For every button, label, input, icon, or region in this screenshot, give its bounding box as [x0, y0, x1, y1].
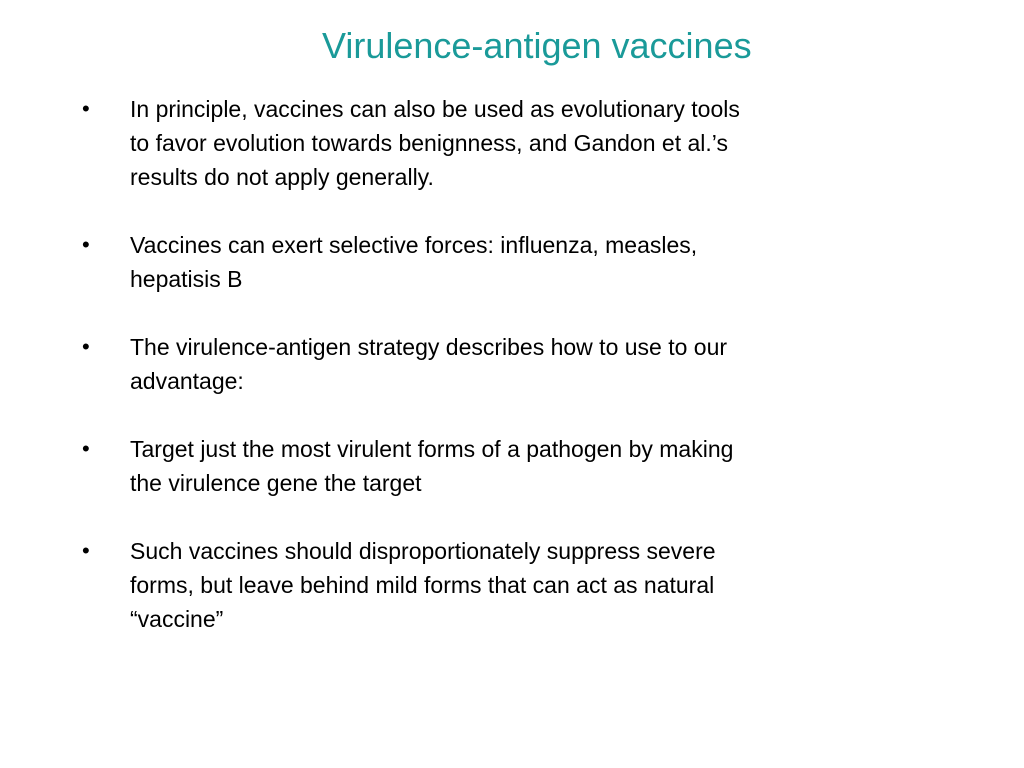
bullet-marker-icon: •	[82, 538, 90, 563]
bullet-text-line: the virulence gene the target	[130, 470, 422, 496]
bullet-item	[0, 330, 1024, 398]
bullet-text-line: In principle, vaccines can also be used as evolutionary tools	[130, 96, 740, 122]
bullet-marker-icon: •	[82, 232, 90, 257]
bullet-text-line: results do not apply generally.	[130, 164, 434, 190]
bullet-marker-icon: •	[82, 436, 90, 461]
bullet-text-line: hepatisis B	[130, 266, 243, 292]
bullet-item	[0, 92, 1024, 194]
bullet-text	[130, 534, 890, 636]
slide-title: Virulence-antigen vaccines	[322, 25, 752, 66]
bullet-text	[130, 330, 890, 398]
bullet-marker-icon: •	[82, 96, 90, 121]
bullet-text-line: Target just the most virulent forms of a pathogen by making	[130, 436, 734, 462]
bullet-text-line: “vaccine”	[130, 606, 224, 632]
bullet-item	[0, 534, 1024, 636]
bullet-item	[0, 432, 1024, 500]
bullet-text	[130, 432, 890, 500]
bullet-text-line: to favor evolution towards benignness, and Gandon et al.’s	[130, 130, 728, 156]
bullet-text-line: Vaccines can exert selective forces: influenza, measles,	[130, 232, 698, 258]
bullet-text-line: Such vaccines should disproportionately suppress severe	[130, 538, 716, 564]
bullet-text	[130, 92, 890, 194]
bullet-text	[130, 228, 890, 296]
bullet-text-line: The virulence-antigen strategy describes how to use to our	[130, 334, 728, 360]
bullet-text-line: forms, but leave behind mild forms that can act as natural	[130, 572, 715, 598]
bullet-item	[0, 228, 1024, 296]
bullet-list	[0, 92, 1024, 670]
bullet-marker-icon: •	[82, 334, 90, 359]
bullet-text-line: advantage:	[130, 368, 244, 394]
